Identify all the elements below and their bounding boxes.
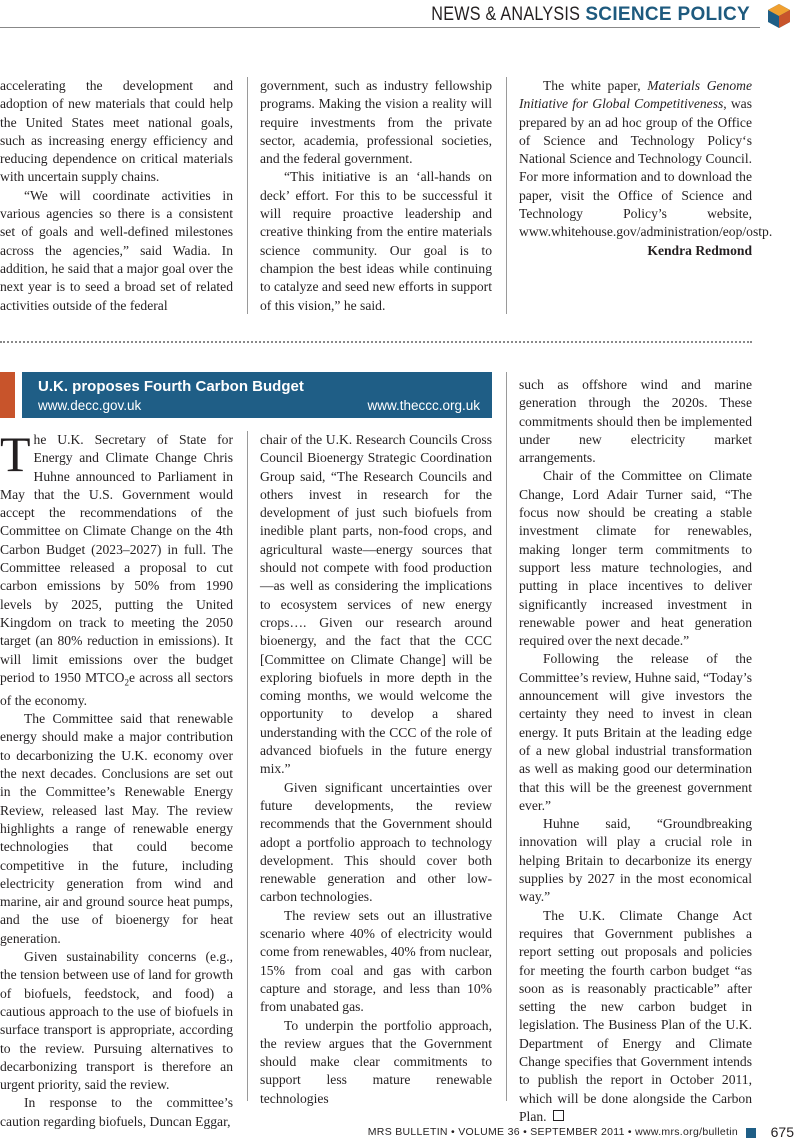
author-signature: Kendra Redmond <box>647 242 752 258</box>
paragraph: Given sustainability concerns (e.g., the tension between use of land for growth of biofuels, feedstock, and food) a cautious approach to the use of biofuels in surface transport is appropriate, according to the review. Pursuing alternatives to decarbonizing transport is therefore an urgent priority, said the review. <box>0 949 233 1093</box>
header-title <box>405 4 750 26</box>
column-divider <box>506 372 507 1101</box>
article-title: U.K. proposes Fourth Carbon Budget <box>38 378 304 395</box>
paragraph <box>519 907 752 1127</box>
page-number: 675 <box>770 1124 794 1140</box>
text-run: The U.K. Climate Change Act requires that Government publishes a report setting out proposals and policies for meeting the fourth carbon budget “as soon as is reasonably practicable” after setting the new carbon budget in legislation. The Business Plan of the U.K. Department of Energy and Climate Change specifies that Government intends to publish the report in October 2011, which will be done alongside the Carbon Plan. <box>519 907 752 1124</box>
column-divider <box>506 77 507 314</box>
text-run: he U.K. Secretary of State for Energy and Climate Change Chris Huhne announced to Parliament in May that the U.S. Government would accept the recommendations of the Committee on Climate Change on the 4th Carbon Budget (2023–2027) in full. The Committee released a proposal to cut carbon emissions by 50% from 1990 levels by 2025, putting the United Kingdom on track to meeting the 2050 target (an 80% reduction in emissions). It will limit emissions over the budget period to 1950 MTCO <box>0 432 233 685</box>
banner-accent <box>0 372 15 418</box>
top-column-1 <box>0 77 233 315</box>
header-rule <box>0 27 760 28</box>
paragraph: Given significant uncertainties over future developments, the review recommends that the Government should adopt a portfolio approach to technology development. This should cover both renewable generation and other low-carbon technologies. <box>260 779 492 905</box>
link-theccc[interactable]: www.theccc.org.uk <box>367 398 480 413</box>
article-banner <box>22 372 492 418</box>
paragraph: In response to the committee’s caution regarding biofuels, Duncan Eggar, <box>0 1095 233 1129</box>
text-run: The white paper, <box>543 78 648 93</box>
article-column-1 <box>0 426 233 1131</box>
paragraph: Following the release of the Committee’s review, Huhne said, “Today’s announcement will give investors the certainty they need to invest in clean energy. It puts Britain at the leading edge of a new global industrial transformation as well as making good our determination that this will be the greenest government ever.” <box>519 651 752 813</box>
paragraph <box>0 426 233 710</box>
paragraph: “We will coordinate activities in various agencies so there is a consistent set of goals and well-defined milestones across the agencies,” said Wadia. In addition, he said that a major goal over the next year is to seed a broad set of related activities outside of the federal <box>0 187 233 313</box>
header-section: SCIENCE POLICY <box>585 4 750 25</box>
top-column-2 <box>260 77 492 315</box>
footer-citation: MRS BULLETIN • VOLUME 36 • SEPTEMBER 2011 • www.mrs.org/bulletin <box>367 1126 738 1138</box>
paragraph: The Committee said that renewable energy should make a major contribution to decarbonizing the U.K. economy over the next decades. Conclusions are set out in the Committee’s Renewable Energy Review, released last May. The review highlights a range of renewable energy technologies that could become competitive in the future, including electricity generation from wind and marine, air and ground source heat pumps, and the use of bioenergy for heat generation. <box>0 711 233 946</box>
link-decc[interactable]: www.decc.gov.uk <box>38 398 142 413</box>
paragraph: chair of the U.K. Research Councils Cross Council Bioenergy Strategic Coordination Group said, “The Research Councils and others invest in research for the development of just such biofuels from inedible plant parts, non-food crops, and agricultural waste—energy sources that should not compete with food production—as well as considering the implications to ecosystem services of new energy crops…. Given our research around bioenergy, and the fact that the CCC [Committee on Climate Change] will be exploring biofuels in more depth in the coming months, we would welcome the opportunity to develop a shared understanding with the CCC of the role of advanced biofuels in the future energy mix.” <box>260 432 492 777</box>
article-column-2 <box>260 431 492 1108</box>
paragraph: accelerating the development and adoption of new materials that could help the United States meet national goals, such as increasing energy efficiency and reducing dependence on critical materials with uncertain supply chains. <box>0 78 233 185</box>
header-kicker: NEWS & ANALYSIS <box>430 4 580 25</box>
drop-cap: T <box>0 426 31 482</box>
article-column-3 <box>519 376 752 1126</box>
page-footer <box>0 1124 800 1142</box>
paragraph: Chair of the Committee on Climate Change, Lord Adair Turner said, “The focus now should be creating a stable investment climate for renewables, making longer term commitments to support less mature technologies, and putting in place incentives to deliver significantly increased investment in renewable power and heat generation required over the next decade.” <box>519 468 752 649</box>
end-mark-icon <box>553 1110 564 1121</box>
paragraph: such as offshore wind and marine generation through the 2020s. These commitments should then be implemented under new electricity market arrangements. <box>519 377 752 466</box>
top-column-3 <box>519 77 773 260</box>
hexagon-cube-icon <box>766 3 792 29</box>
paragraph: Huhne said, “Groundbreaking innovation will play a crucial role in helping Britain to decarbonize its energy supplies by 2027 in the most economical way.” <box>519 816 752 905</box>
paragraph <box>519 77 773 242</box>
paper-title: Materials Genome Initiative for Global Competitiveness <box>519 78 752 112</box>
text-run: e across all sectors of the economy. <box>0 669 233 708</box>
paragraph: The review sets out an illustrative scenario where 40% of electricity would come from renewables, 40% from nuclear, 15% from coal and gas with carbon capture and storage, and less than 10% from unabated gas. <box>260 907 492 1015</box>
subscript: 2 <box>124 677 129 688</box>
footer-square-icon <box>746 1128 756 1138</box>
text-run: , was prepared by an ad hoc group of the Office of Science and Technology Policy‘s National Science and Technology Council. For more information and to download the paper, visit the Office of Science and Technology Policy’s website, www.whitehouse.gov/administration/eop/ostp. <box>519 96 773 240</box>
page-header <box>0 0 800 30</box>
column-divider <box>247 77 248 314</box>
section-divider <box>0 341 752 343</box>
column-divider <box>247 431 248 1101</box>
paragraph: To underpin the portfolio approach, the review argues that the Government should make clear commitments to support less mature renewable technologies <box>260 1017 492 1106</box>
paragraph: “This initiative is an ‘all-hands on deck’ effort. For this to be successful it will require proactive leadership and creative thinking from the entire materials science community. Our goal is to champion the best ideas while continuing to catalyze and seed new efforts in support of this vision,” he said. <box>260 169 492 313</box>
paragraph: government, such as industry fellowship programs. Making the vision a reality will require investments from the private sector, academia, professional societies, and the federal government. <box>260 78 492 167</box>
